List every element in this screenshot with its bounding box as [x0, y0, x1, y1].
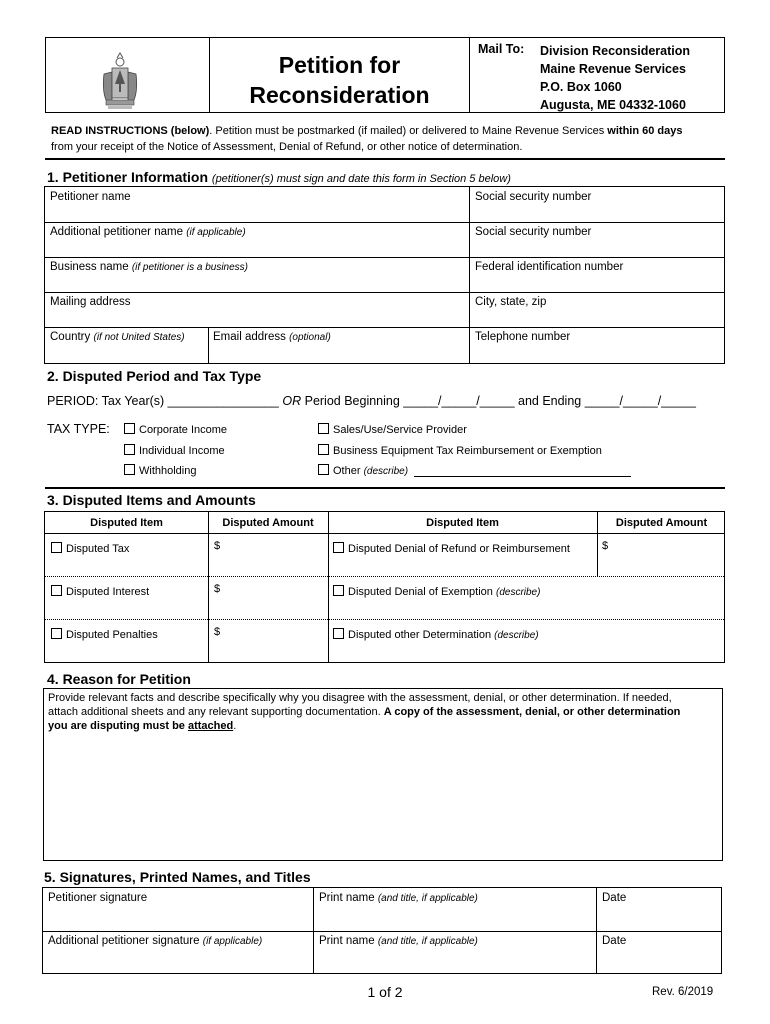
city-state-zip-field[interactable]: City, state, zip — [475, 296, 547, 308]
disputed-items-table — [44, 511, 725, 663]
address-line: Division Reconsideration — [540, 44, 691, 58]
period-line[interactable]: PERIOD: Tax Year(s) ________________ OR Period Beginning _____/_____/_____ and Ending _____/_____/_____ — [47, 394, 696, 408]
checkbox-icon — [333, 585, 344, 596]
ssn-field[interactable]: Social security number — [475, 191, 592, 203]
col-header-disputed-amount: Disputed Amount — [222, 517, 314, 529]
section-1-heading: 1. Petitioner Information (petitioner(s) must sign and date this form in Section 5 below) — [47, 169, 511, 185]
checkbox-denial-exemption[interactable]: Disputed Denial of Exemption (describe) — [333, 585, 540, 598]
title-line-2: Reconsideration — [249, 82, 430, 108]
instructions-deadline: within 60 days — [607, 125, 683, 137]
mailing-address-field[interactable]: Mailing address — [50, 296, 131, 308]
section-1-subheading: (petitioner(s) must sign and date this form in Section 5 below) — [211, 173, 511, 185]
instructions — [51, 123, 731, 155]
form-header — [45, 37, 725, 113]
print-name-field[interactable]: Print name (and title, if applicable) — [319, 892, 478, 904]
reason-instructions: Provide relevant facts and describe specifically why you disagree with the assessment, denial, or other determination. If needed, attach additional sheets and any relevant supporting documentation. A copy of the assessment, denial, or other determination you are disputing must be attached. — [48, 692, 681, 732]
email-field[interactable]: Email address (optional) — [213, 331, 331, 343]
print-name-field-2[interactable]: Print name (and title, if applicable) — [319, 935, 478, 947]
petitioner-name-field[interactable]: Petitioner name — [50, 191, 131, 203]
federal-id-field[interactable]: Federal identification number — [475, 261, 624, 273]
country-field[interactable]: Country (if not United States) — [50, 331, 185, 343]
address-line: Maine Revenue Services — [540, 62, 686, 76]
section-2-heading: 2. Disputed Period and Tax Type — [47, 368, 262, 384]
checkbox-withholding[interactable]: Withholding — [124, 464, 196, 477]
date-field[interactable]: Date — [602, 892, 627, 904]
checkbox-disputed-interest[interactable]: Disputed Interest — [51, 585, 149, 598]
mailing-address-block — [540, 42, 690, 114]
checkbox-sales-use[interactable]: Sales/Use/Service Provider — [318, 423, 467, 436]
checkbox-icon — [318, 464, 329, 475]
date-field-2[interactable]: Date — [602, 935, 627, 947]
col-header-disputed-item-2: Disputed Item — [426, 517, 499, 529]
amount-penalties-field[interactable]: $ — [214, 626, 221, 638]
address-line: P.O. Box 1060 — [540, 80, 622, 94]
checkbox-other[interactable]: Other (describe) — [318, 464, 408, 477]
checkbox-icon — [124, 464, 135, 475]
tax-type-label: TAX TYPE: — [47, 422, 110, 436]
section-5-heading: 5. Signatures, Printed Names, and Titles — [44, 869, 311, 885]
mail-to-label: Mail To: — [478, 42, 525, 56]
section-4-heading: 4. Reason for Petition — [47, 671, 191, 687]
revision-label: Rev. 6/2019 — [652, 986, 714, 998]
title-line-1: Petition for — [278, 52, 401, 78]
instructions-text: from your receipt of the Notice of Assessment, Denial of Refund, or other notice of determination. — [51, 141, 523, 153]
address-line: Augusta, ME 04332-1060 — [540, 98, 686, 112]
checkbox-icon — [333, 542, 344, 553]
checkbox-disputed-tax[interactable]: Disputed Tax — [51, 542, 129, 555]
additional-signature-field[interactable]: Additional petitioner signature (if applicable) — [48, 935, 263, 947]
page-title — [210, 50, 469, 110]
checkbox-icon — [51, 542, 62, 553]
state-seal-icon — [98, 52, 142, 110]
checkbox-disputed-penalties[interactable]: Disputed Penalties — [51, 628, 158, 641]
checkbox-icon — [51, 585, 62, 596]
checkbox-individual-income[interactable]: Individual Income — [124, 444, 225, 457]
signatures-grid — [42, 887, 722, 974]
other-describe-line[interactable] — [414, 476, 631, 477]
section-divider — [45, 158, 725, 160]
reason-textarea[interactable] — [43, 688, 723, 861]
checkbox-icon — [124, 444, 135, 455]
amount-refund-field[interactable]: $ — [602, 540, 609, 552]
checkbox-other-determination[interactable]: Disputed other Determination (describe) — [333, 628, 539, 641]
checkbox-icon — [124, 423, 135, 434]
header-divider — [469, 38, 470, 112]
checkbox-icon — [318, 423, 329, 434]
checkbox-business-equipment[interactable]: Business Equipment Tax Reimbursement or Exemption — [318, 444, 602, 457]
telephone-field[interactable]: Telephone number — [475, 331, 571, 343]
section-divider — [45, 487, 725, 489]
amount-interest-field[interactable]: $ — [214, 583, 221, 595]
petitioner-signature-field[interactable]: Petitioner signature — [48, 892, 148, 904]
checkbox-denial-refund[interactable]: Disputed Denial of Refund or Reimbursement — [333, 542, 570, 555]
page-number: 1 of 2 — [367, 984, 403, 1000]
instructions-lead: READ INSTRUCTIONS (below) — [51, 125, 210, 137]
business-name-field[interactable]: Business name (if petitioner is a business) — [50, 261, 248, 273]
section-3-heading: 3. Disputed Items and Amounts — [47, 492, 256, 508]
ssn-field-2[interactable]: Social security number — [475, 226, 592, 238]
col-header-disputed-amount-2: Disputed Amount — [615, 517, 708, 529]
additional-petitioner-field[interactable]: Additional petitioner name (if applicable) — [50, 226, 246, 238]
amount-tax-field[interactable]: $ — [214, 540, 221, 552]
checkbox-icon — [333, 628, 344, 639]
checkbox-icon — [51, 628, 62, 639]
col-header-disputed-item: Disputed Item — [90, 517, 163, 529]
instructions-text: . Petition must be postmarked (if mailed) or delivered to Maine Revenue Services — [209, 125, 608, 137]
petitioner-info-grid — [44, 186, 725, 364]
checkbox-corporate-income[interactable]: Corporate Income — [124, 423, 227, 436]
checkbox-icon — [318, 444, 329, 455]
